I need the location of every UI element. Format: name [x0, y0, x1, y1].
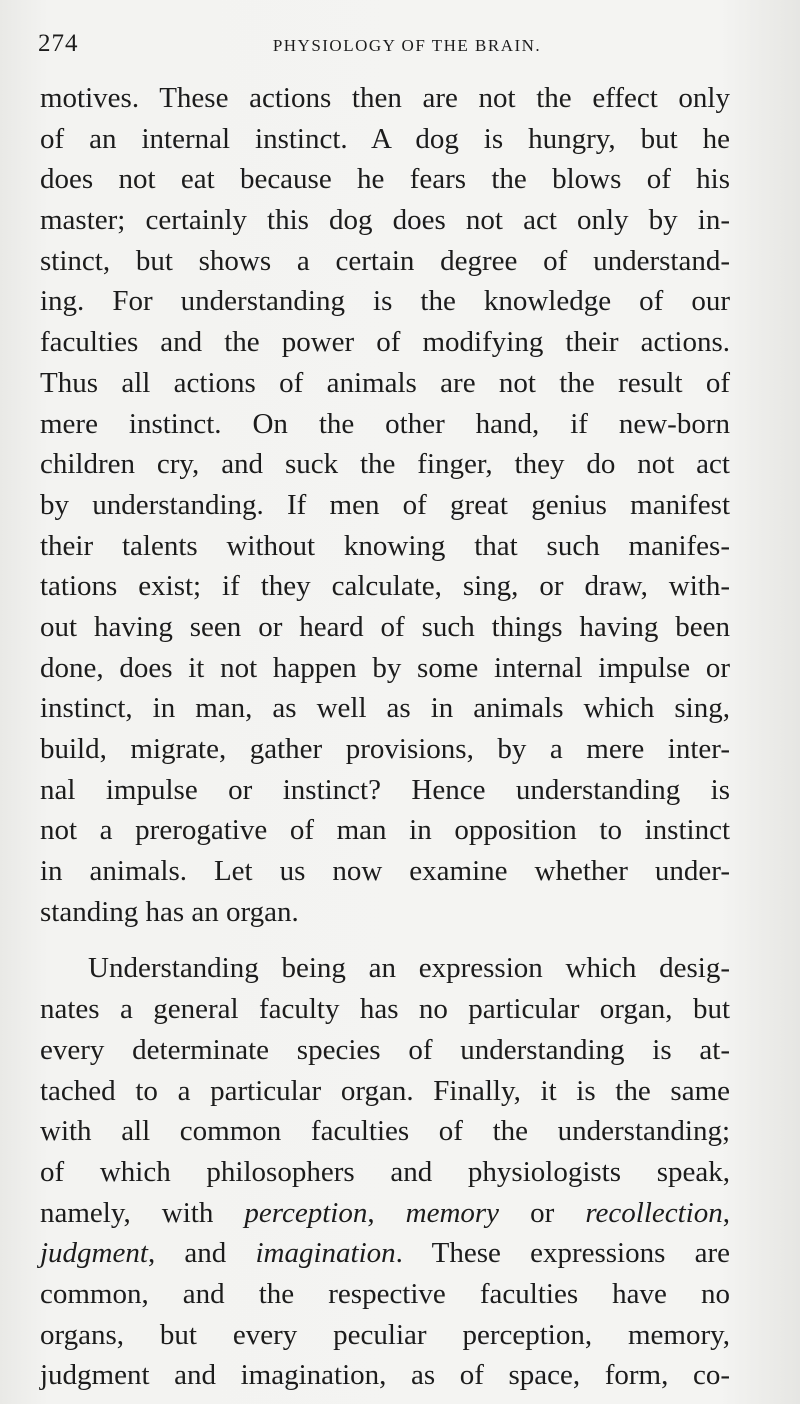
italic-term: memory [405, 1196, 500, 1229]
body-text [40, 78, 730, 1396]
text-line: their talents without knowing that such manifes- [40, 529, 730, 562]
text-line: out having seen or heard of such things having been [40, 610, 730, 643]
text-line: nal impulse or instinct? Hence understanding is [40, 773, 730, 806]
text-line: every determinate species of understanding is at- [40, 1033, 730, 1066]
paragraph-2 [40, 948, 730, 1396]
italic-term: judgment [40, 1237, 148, 1270]
text-run: , and [147, 1237, 256, 1270]
text-line: Thus all actions of animals are not the result of [40, 366, 730, 399]
text-line: not a prerogative of man in opposition to instinct [40, 814, 730, 847]
text-line: standing has an organ. [40, 895, 299, 928]
text-line: judgment and imagination, as of space, form, co- [40, 1359, 730, 1392]
running-head: PHYSIOLOGY OF THE BRAIN. [272, 36, 542, 55]
text-line: with all common faculties of the understanding; [40, 1115, 730, 1148]
text-run: . These expressions are [395, 1237, 731, 1270]
text-line: motives. These actions then are not the effect only [40, 82, 730, 114]
text-run: , [367, 1196, 406, 1229]
text-line: build, migrate, gather provisions, by a mere inter- [40, 733, 730, 765]
text-line: tations exist; if they calculate, sing, or draw, with- [40, 570, 730, 603]
text-line: nates a general faculty has no particular organ, but [40, 993, 730, 1026]
text-line: instinct, in man, as well as in animals which sing, [40, 692, 730, 725]
paragraph-1 [40, 78, 730, 932]
text-line: in animals. Let us now examine whether under- [40, 855, 730, 888]
text-line: of which philosophers and physiologists speak, [40, 1155, 730, 1188]
text-line: stinct, but shows a certain degree of understand- [40, 244, 730, 277]
text-line: by understanding. If men of great genius manifest [40, 488, 730, 521]
text-line: children cry, and suck the finger, they do not act [40, 448, 730, 481]
text-line: mere instinct. On the other hand, if new-born [40, 407, 730, 440]
italic-term: perception [244, 1196, 368, 1229]
page-header [38, 30, 736, 64]
text-line [40, 1193, 730, 1234]
text-line: faculties and the power of modifying their actions. [40, 326, 730, 359]
text-line [40, 1233, 730, 1274]
page-number: 274 [38, 30, 79, 57]
italic-term: imagination [255, 1237, 396, 1270]
text-line: common, and the respective faculties have no [40, 1277, 730, 1310]
text-line: organs, but every peculiar perception, memory, [40, 1318, 730, 1351]
text-line: of an internal instinct. A dog is hungry, but he [40, 122, 730, 155]
text-line: tached to a particular organ. Finally, it is the same [40, 1074, 730, 1107]
text-run: namely, with [40, 1196, 245, 1229]
text-line: done, does it not happen by some internal impulse or [40, 651, 730, 684]
italic-term: recollection [585, 1196, 723, 1229]
text-line: ing. For understanding is the knowledge of our [40, 285, 730, 318]
text-line: master; certainly this dog does not act only by in- [40, 204, 730, 237]
text-run: , [722, 1196, 730, 1229]
text-run: or [499, 1196, 586, 1229]
text-line: does not eat because he fears the blows of his [40, 163, 730, 196]
text-line: Understanding being an expression which desig- [88, 952, 730, 985]
